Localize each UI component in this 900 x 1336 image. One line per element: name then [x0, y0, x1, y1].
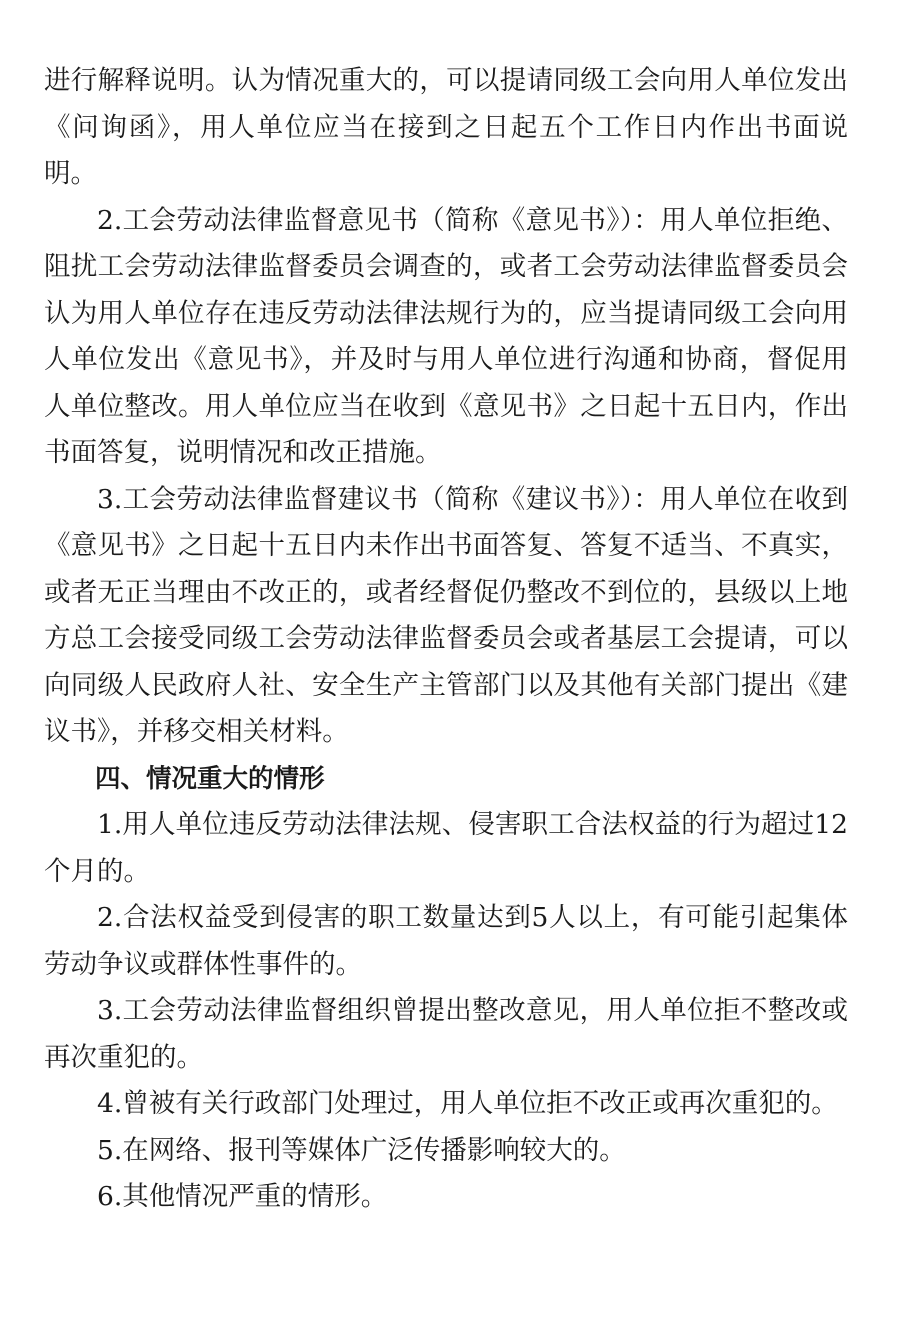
list-item: 5.在网络、报刊等媒体广泛传播影响较大的。: [97, 1134, 626, 1166]
list-item: 6.其他情况严重的情形。: [97, 1181, 388, 1212]
list-item: 2.合法权益受到侵害的职工数量达到5人以上，有可能引起集体劳动争议或群体性事件的。: [44, 902, 848, 980]
list-item: 1.用人单位违反劳动法律法规、侵害职工合法权益的行为超过12个月的。: [44, 809, 848, 887]
paragraph-suggestion-letter: 3.工会劳动法律监督建议书（简称《建议书》）：用人单位在收到《意见书》之日起十五日内未作出书面答复、答复不适当、不真实，或者无正当理由不改正的，或者经督促仍整改不到位的，县级以上地方总工会接受同级工会劳动法律监督委员会或者基层工会提请，可以向同级人民政府人社、安全生产主管部门以及其他有关部门提出《建议书》，并移交相关材料。: [44, 483, 848, 747]
document-page: [44, 58, 848, 1221]
list-item: 4.曾被有关行政部门处理过，用人单位拒不改正或再次重犯的。: [97, 1088, 838, 1119]
paragraph-opinion-letter: 2.工会劳动法律监督意见书（简称《意见书》）：用人单位拒绝、阻扰工会劳动法律监督委员会调查的，或者工会劳动法律监督委员会认为用人单位存在违反劳动法律法规行为的，应当提请同级工会向用人单位发出《意见书》，并及时与用人单位进行沟通和协商，督促用人单位整改。用人单位应当在收到《意见书》之日起十五日内，作出书面答复，说明情况和改正措施。: [44, 204, 848, 468]
paragraph-continuation: 进行解释说明。认为情况重大的，可以提请同级工会向用人单位发出《问询函》，用人单位应当在接到之日起五个工作日内作出书面说明。: [44, 65, 848, 189]
section-heading: 四、情况重大的情形: [95, 763, 325, 794]
list-item: 3.工会劳动法律监督组织曾提出整改意见，用人单位拒不整改或再次重犯的。: [44, 995, 848, 1073]
